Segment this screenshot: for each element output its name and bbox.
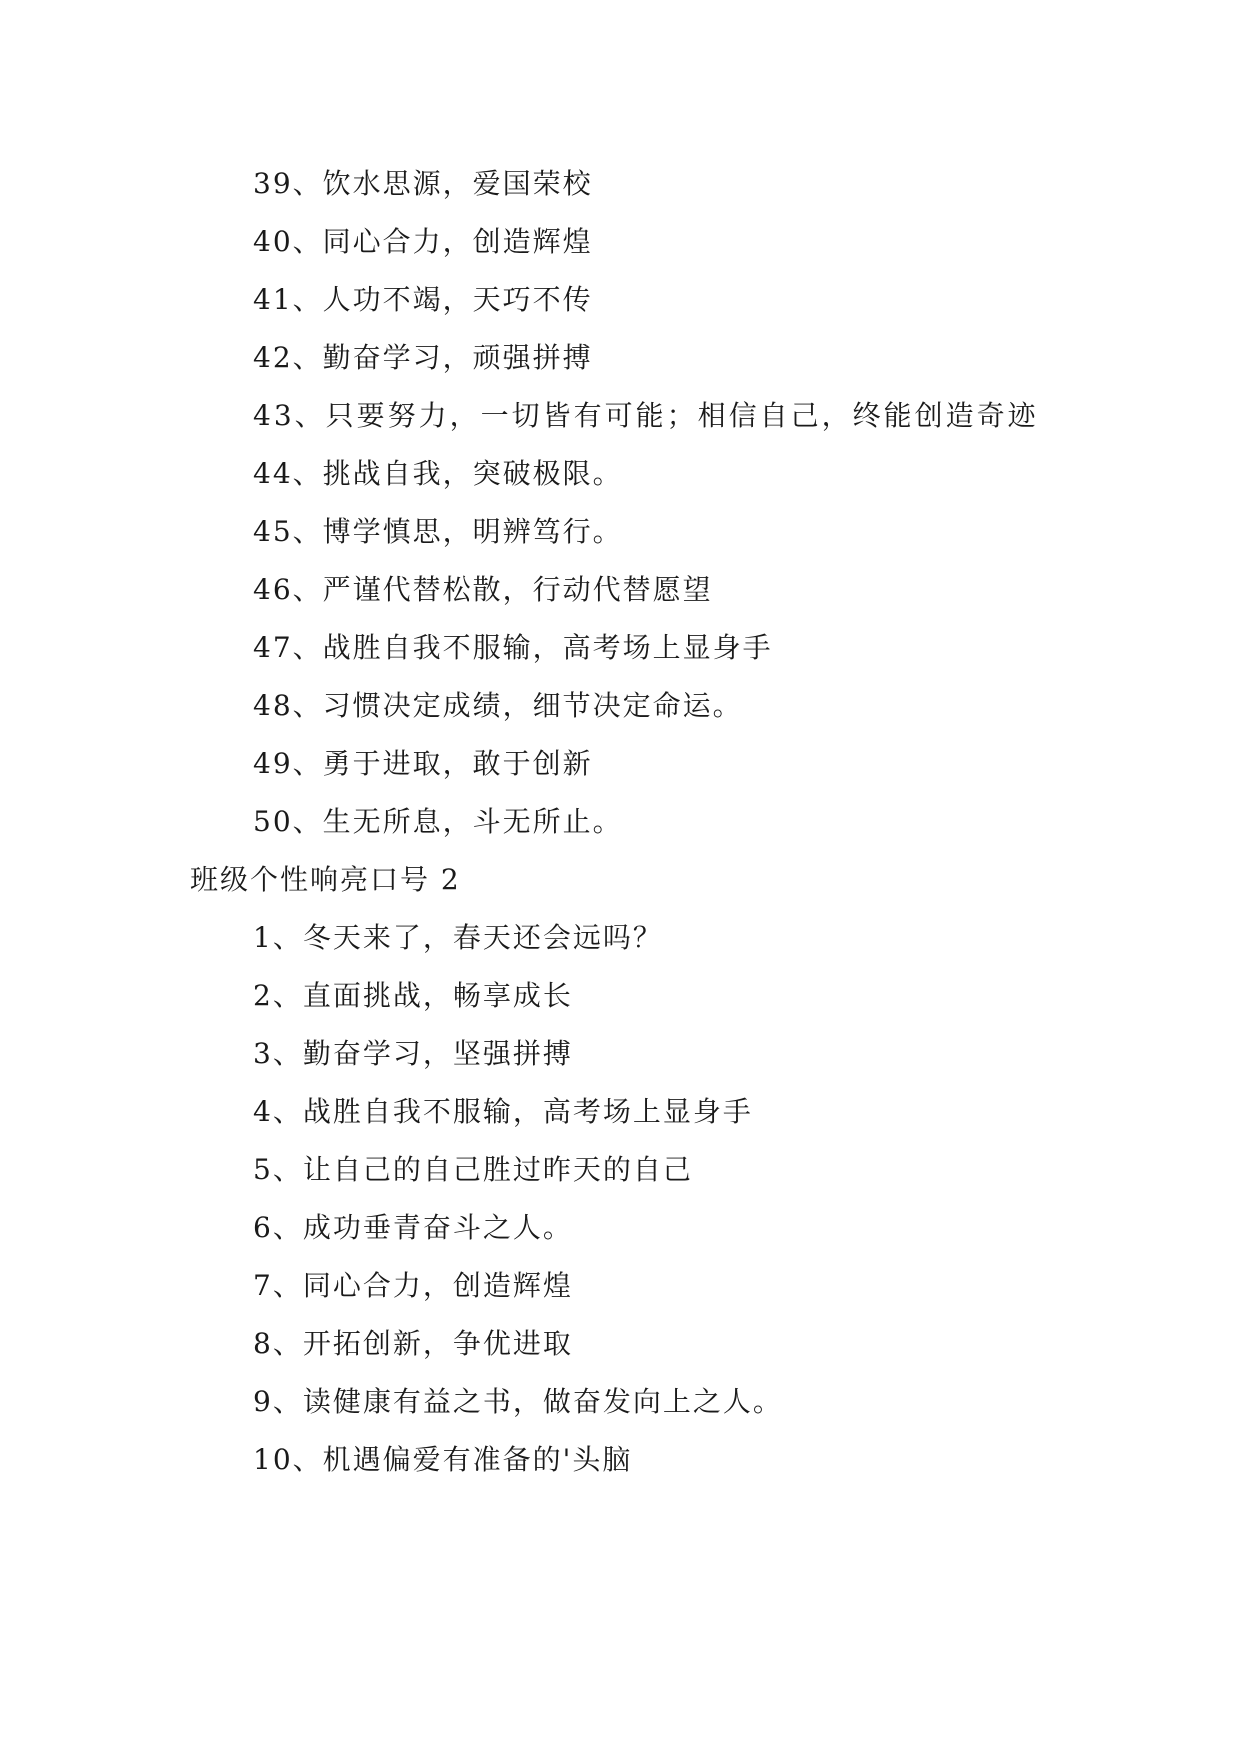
slogan-item-44: 44、挑战自我，突破极限。 <box>253 457 623 490</box>
slogan-item-6: 6、成功垂青奋斗之人。 <box>253 1211 573 1244</box>
slogan-item-42: 42、勤奋学习，顽强拼搏 <box>253 341 593 374</box>
slogan-item-47: 47、战胜自我不服输，高考场上显身手 <box>253 631 773 664</box>
slogan-item-45: 45、博学慎思，明辨笃行。 <box>253 515 623 548</box>
slogan-item-46: 46、严谨代替松散，行动代替愿望 <box>253 573 713 606</box>
slogan-item-5: 5、让自己的自己胜过昨天的自己 <box>253 1153 693 1186</box>
slogan-item-9: 9、读健康有益之书，做奋发向上之人。 <box>253 1385 783 1418</box>
slogan-item-39: 39、饮水思源，爱国荣校 <box>253 167 593 200</box>
slogan-item-7: 7、同心合力，创造辉煌 <box>253 1269 573 1302</box>
slogan-item-10: 10、机遇偏爱有准备的'头脑 <box>253 1443 633 1476</box>
slogan-item-41: 41、人功不竭，天巧不传 <box>253 283 593 316</box>
slogan-item-49: 49、勇于进取，敢于创新 <box>253 747 593 780</box>
slogan-item-40: 40、同心合力，创造辉煌 <box>253 225 593 258</box>
slogan-item-4: 4、战胜自我不服输，高考场上显身手 <box>253 1095 753 1128</box>
slogan-item-2: 2、直面挑战，畅享成长 <box>253 979 573 1012</box>
slogan-item-43: 43、只要努力，一切皆有可能；相信自己，终能创造奇迹 <box>253 399 1039 432</box>
slogan-item-3: 3、勤奋学习，坚强拼搏 <box>253 1037 573 1070</box>
slogan-item-48: 48、习惯决定成绩，细节决定命运。 <box>253 689 743 722</box>
document-body <box>190 155 1070 1489</box>
slogan-item-8: 8、开拓创新，争优进取 <box>253 1327 573 1360</box>
slogan-item-1: 1、冬天来了，春天还会远吗？ <box>253 921 663 954</box>
section-heading: 班级个性响亮口号 2 <box>190 863 461 896</box>
slogan-item-50: 50、生无所息，斗无所止。 <box>253 805 623 838</box>
